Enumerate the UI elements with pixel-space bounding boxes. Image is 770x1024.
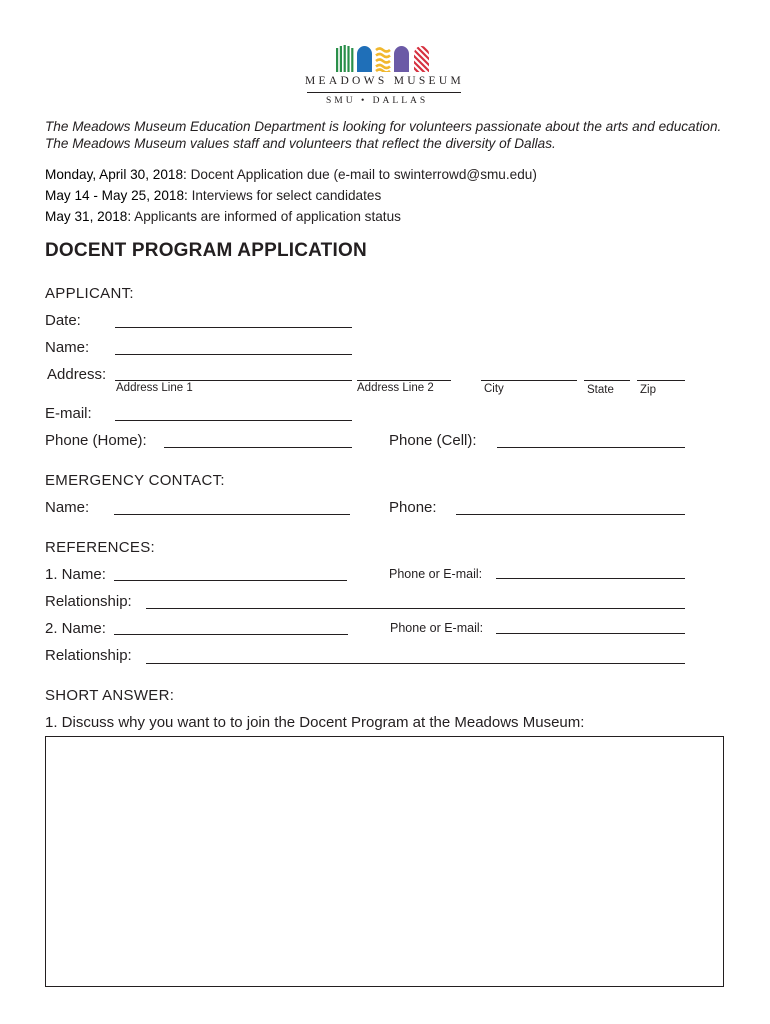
answer-1-box[interactable] <box>45 736 724 987</box>
logo-subtitle: SMU • DALLAS <box>326 96 429 106</box>
emergency-name-label: Name: <box>45 499 90 516</box>
meadows-museum-logo <box>334 44 434 72</box>
notification-desc: Applicants are informed of application status <box>131 209 401 224</box>
deadline-line <box>45 167 537 182</box>
reference2-contact-label: Phone or E-mail: <box>390 621 484 635</box>
address-line1-caption: Address Line 1 <box>116 382 193 394</box>
date-label: Date: <box>45 312 81 329</box>
phone-cell-field[interactable] <box>497 447 685 448</box>
reference2-name-label: 2. Name: <box>45 620 106 637</box>
interviews-desc: Interviews for select candidates <box>187 188 382 203</box>
zip-field[interactable] <box>637 380 685 381</box>
reference1-name-field[interactable] <box>114 580 347 581</box>
interviews-date: May 14 - May 25, 2018: <box>45 188 188 203</box>
date-field[interactable] <box>115 327 352 328</box>
page-title: DOCENT PROGRAM APPLICATION <box>45 240 367 261</box>
applicant-heading: APPLICANT: <box>45 285 134 302</box>
address-line2-caption: Address Line 2 <box>357 382 434 394</box>
logo-green-bars <box>336 45 353 72</box>
logo-blue-arch <box>357 46 372 72</box>
reference1-name-label: 1. Name: <box>45 566 106 583</box>
reference1-relationship-field[interactable] <box>146 608 685 609</box>
reference2-name-field[interactable] <box>114 634 348 635</box>
name-label: Name: <box>45 339 90 356</box>
phone-home-field[interactable] <box>164 447 352 448</box>
emergency-heading: EMERGENCY CONTACT: <box>45 472 225 489</box>
phone-home-label: Phone (Home): <box>45 432 147 449</box>
logo-purple-arch <box>394 46 409 72</box>
logo-red-stripes <box>410 44 434 72</box>
reference1-relationship-label: Relationship: <box>45 593 132 610</box>
state-caption: State <box>587 384 614 396</box>
deadline-desc: Docent Application due (e-mail to swinterrowd@smu.edu) <box>186 167 537 182</box>
logo-divider <box>307 92 461 93</box>
notification-line <box>45 209 401 224</box>
references-heading: REFERENCES: <box>45 539 155 556</box>
address-label: Address: <box>47 366 107 383</box>
logo-yellow-waves <box>376 49 390 73</box>
emergency-name-field[interactable] <box>114 514 350 515</box>
reference2-relationship-field[interactable] <box>146 663 685 664</box>
zip-caption: Zip <box>640 384 656 396</box>
phone-cell-label: Phone (Cell): <box>389 432 477 449</box>
short-answer-heading: SHORT ANSWER: <box>45 687 175 704</box>
notification-date: May 31, 2018: <box>45 209 132 224</box>
emergency-phone-field[interactable] <box>456 514 685 515</box>
city-field[interactable] <box>481 380 577 381</box>
name-field[interactable] <box>115 354 352 355</box>
reference1-contact-label: Phone or E-mail: <box>389 567 483 581</box>
interviews-line <box>45 188 381 203</box>
state-field[interactable] <box>584 380 630 381</box>
emergency-phone-label: Phone: <box>389 499 437 516</box>
reference1-contact-field[interactable] <box>496 578 685 579</box>
question-1: 1. Discuss why you want to to join the Docent Program at the Meadows Museum: <box>45 714 585 731</box>
logo-wordmark: MEADOWS MUSEUM <box>305 75 464 87</box>
email-label: E-mail: <box>45 405 92 422</box>
reference2-relationship-label: Relationship: <box>45 647 132 664</box>
deadline-date: Monday, April 30, 2018: <box>45 167 187 182</box>
reference2-contact-field[interactable] <box>496 633 685 634</box>
email-field[interactable] <box>115 420 352 421</box>
intro-paragraph: The Meadows Museum Education Department is looking for volunteers passionate about the arts and education. The Meadows Museum values staff and volunteers that reflect the diversity of Dallas. <box>45 119 722 151</box>
address-line2-field[interactable] <box>357 380 451 381</box>
address-line1-field[interactable] <box>115 380 352 381</box>
city-caption: City <box>484 383 504 395</box>
